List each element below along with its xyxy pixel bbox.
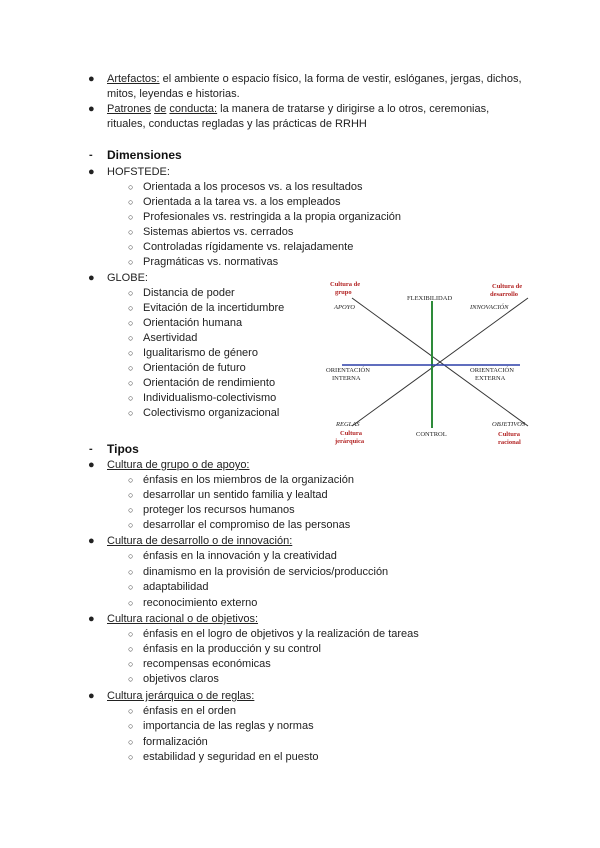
hofstede-item: Pragmáticas vs. normativas [143, 256, 279, 268]
objetivos-label: OBJETIVOS [492, 421, 526, 428]
hofstede-item: Orientada a los procesos vs. a los resultados [143, 181, 363, 193]
patrones-label-1: Patrones [107, 103, 152, 115]
tipo-jerarquica-item: importancia de las reglas y normas [143, 720, 314, 732]
circle-bullet: ○ [128, 408, 134, 418]
tipo-racional-item: énfasis en el logro de objetivos y la realización de tareas [143, 628, 419, 640]
circle-bullet: ○ [128, 674, 134, 684]
circle-bullet: ○ [128, 659, 134, 669]
globe-label: GLOBE: [107, 272, 148, 284]
cultura-jerarquica-label-1: Cultura [340, 430, 363, 437]
patrones-label-3: conducta: [169, 103, 218, 115]
circle-bullet: ○ [128, 333, 134, 343]
circle-bullet: ○ [128, 378, 134, 388]
globe-item: Igualitarismo de género [143, 347, 258, 359]
cultura-desarrollo-label-2: desarrollo [490, 291, 519, 298]
orientacion-interna-label-2: INTERNA [332, 375, 361, 382]
dimensiones-dash: - [89, 149, 93, 161]
tipos-dash: - [89, 443, 93, 455]
orientacion-externa-label-2: EXTERNA [475, 375, 506, 382]
tipo-desarrollo-item: dinamismo en la provisión de servicios/producción [143, 566, 389, 578]
bullet-tipo-desarrollo: ● [88, 535, 95, 547]
globe-item: Orientación de futuro [143, 362, 246, 374]
globe-item: Orientación humana [143, 317, 243, 329]
tipo-jerarquica-label: Cultura jerárquica o de reglas: [107, 690, 255, 702]
cultura-grupo-label-1: Cultura de [330, 281, 361, 288]
reglas-label: REGLAS [336, 421, 360, 428]
globe-item: Asertividad [143, 332, 198, 344]
patrones-text-1: la manera de tratarse y dirigirse a lo otros, ceremonias, [220, 103, 490, 115]
circle-bullet: ○ [128, 520, 134, 530]
circle-bullet: ○ [128, 303, 134, 313]
hofstede-item: Sistemas abiertos vs. cerrados [143, 226, 294, 238]
cultura-racional-label-1: Cultura [498, 431, 521, 438]
patrones-label-2: de [154, 103, 167, 115]
circle-bullet: ○ [128, 318, 134, 328]
tipos-heading: Tipos [107, 442, 139, 456]
tipo-grupo-item: énfasis en los miembros de la organización [143, 474, 354, 486]
bullet-globe: ● [88, 272, 95, 284]
circle-bullet: ○ [128, 242, 134, 252]
circle-bullet: ○ [128, 212, 134, 222]
circle-bullet: ○ [128, 490, 134, 500]
bullet-patrones: ● [88, 103, 95, 115]
circle-bullet: ○ [128, 197, 134, 207]
flexibilidad-label: FLEXIBILIDAD [407, 295, 453, 302]
circle-bullet: ○ [128, 475, 134, 485]
circle-bullet: ○ [128, 182, 134, 192]
tipo-desarrollo-item: reconocimiento externo [143, 597, 258, 609]
artefactos-text-2: mitos, leyendas e historias. [107, 88, 240, 100]
dimensiones-heading: Dimensiones [107, 148, 182, 162]
hofstede-item: Controladas rígidamente vs. relajadamente [143, 241, 354, 253]
tipo-desarrollo-item: énfasis en la innovación y la creatividad [143, 550, 337, 562]
circle-bullet: ○ [128, 737, 134, 747]
tipo-racional-item: objetivos claros [143, 673, 219, 685]
circle-bullet: ○ [128, 706, 134, 716]
circle-bullet: ○ [128, 644, 134, 654]
circle-bullet: ○ [128, 582, 134, 592]
circle-bullet: ○ [128, 363, 134, 373]
tipo-racional-item: énfasis en la producción y su control [143, 643, 321, 655]
orientacion-externa-label-1: ORIENTACIÓN [470, 367, 514, 374]
tipo-desarrollo-label: Cultura de desarrollo o de innovación: [107, 535, 293, 547]
circle-bullet: ○ [128, 257, 134, 267]
tipo-racional-item: recompensas económicas [143, 658, 271, 670]
bullet-hofstede: ● [88, 166, 95, 178]
circle-bullet: ○ [128, 393, 134, 403]
globe-item: Distancia de poder [143, 287, 235, 299]
circle-bullet: ○ [128, 551, 134, 561]
circle-bullet: ○ [128, 288, 134, 298]
tipo-grupo-item: proteger los recursos humanos [143, 504, 295, 516]
cultura-racional-label-2: racional [498, 439, 521, 446]
circle-bullet: ○ [128, 227, 134, 237]
globe-item: Orientación de rendimiento [143, 377, 276, 389]
hofstede-label: HOFSTEDE: [107, 166, 170, 178]
bullet-tipo-jerarquica: ● [88, 690, 95, 702]
circle-bullet: ○ [128, 598, 134, 608]
tipo-racional-label: Cultura racional o de objetivos: [107, 613, 259, 625]
globe-item: Individualismo-colectivismo [143, 392, 277, 404]
hofstede-item: Orientada a la tarea vs. a los empleados [143, 196, 341, 208]
cultura-jerarquica-label-2: jerárquica [335, 438, 365, 445]
circle-bullet: ○ [128, 505, 134, 515]
tipo-grupo-item: desarrollar un sentido familia y lealtad [143, 489, 328, 501]
control-label: CONTROL [416, 431, 447, 438]
circle-bullet: ○ [128, 752, 134, 762]
artefactos-label: Artefactos: [107, 73, 160, 85]
tipo-jerarquica-item: formalización [143, 736, 208, 748]
circle-bullet: ○ [128, 721, 134, 731]
circle-bullet: ○ [128, 629, 134, 639]
tipo-desarrollo-item: adaptabilidad [143, 581, 209, 593]
tipo-jerarquica-item: estabilidad y seguridad en el puesto [143, 751, 319, 763]
bullet-tipo-racional: ● [88, 613, 95, 625]
bullet-tipo-grupo: ● [88, 459, 95, 471]
cultura-desarrollo-label-1: Cultura de [492, 283, 523, 290]
patrones-paragraph [107, 102, 527, 132]
tipo-grupo-label: Cultura de grupo o de apoyo: [107, 459, 250, 471]
competing-values-diagram [320, 276, 550, 446]
innovacion-label: INNOVACIÓN [470, 304, 509, 311]
artefactos-paragraph [107, 72, 527, 102]
hofstede-item: Profesionales vs. restringida a la propia organización [143, 211, 402, 223]
bullet-artefactos: ● [88, 73, 95, 85]
artefactos-text-1: el ambiente o espacio físico, la forma de vestir, eslóganes, jergas, dichos, [162, 73, 522, 85]
circle-bullet: ○ [128, 567, 134, 577]
tipo-grupo-item: desarrollar el compromiso de las personas [143, 519, 351, 531]
orientacion-interna-label-1: ORIENTACIÓN [326, 367, 370, 374]
globe-item: Evitación de la incertidumbre [143, 302, 285, 314]
patrones-text-2: rituales, conductas regladas y las prácticas de RRHH [107, 118, 367, 130]
circle-bullet: ○ [128, 348, 134, 358]
cultura-grupo-label-2: grupo [335, 289, 352, 296]
tipo-jerarquica-item: énfasis en el orden [143, 705, 236, 717]
apoyo-label: APOYO [334, 304, 355, 311]
globe-item: Colectivismo organizacional [143, 407, 280, 419]
